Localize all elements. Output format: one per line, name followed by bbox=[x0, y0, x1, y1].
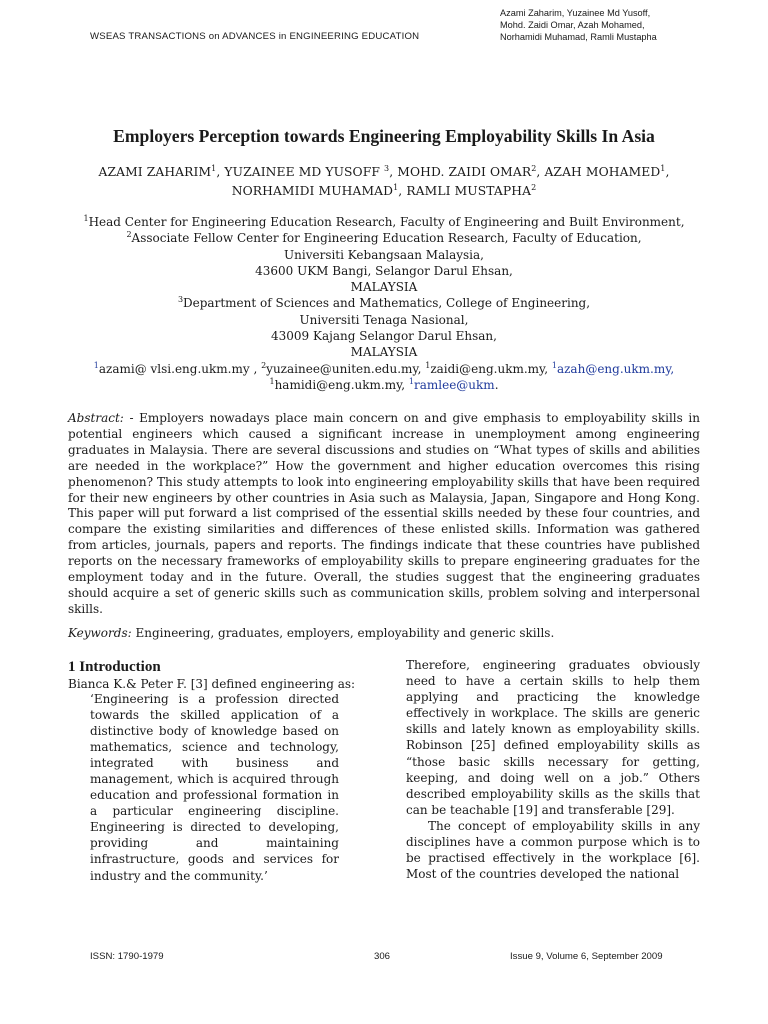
email-sup: 1 bbox=[269, 376, 275, 386]
email-address: hamidi@eng.ukm.my, bbox=[274, 377, 409, 392]
author-name: AZAH MOHAMED bbox=[544, 165, 661, 179]
author-sep: , bbox=[398, 184, 407, 198]
footer-page-number: 306 bbox=[374, 951, 391, 962]
keywords-text: Engineering, graduates, employers, employability and generic skills. bbox=[131, 626, 555, 640]
email-sup: 1 bbox=[551, 360, 557, 370]
author-list bbox=[0, 163, 768, 201]
author-name: AZAMI ZAHARIM bbox=[98, 165, 212, 179]
abstract bbox=[68, 411, 700, 618]
author-line-1 bbox=[0, 163, 768, 182]
affiliation-line: MALAYSIA bbox=[350, 280, 418, 295]
section-heading: 1 Introduction bbox=[68, 659, 161, 675]
email-address: azami@ vlsi.eng.ukm.my , bbox=[98, 361, 262, 376]
paper-title: Employers Perception towards Engineering Employability Skills In Asia bbox=[113, 126, 655, 146]
affiliation-text: Head Center for Engineering Education Research, Faculty of Engineering and Built Environment, bbox=[88, 215, 685, 229]
author-sup: 2 bbox=[531, 163, 537, 173]
footer-issn: ISSN: 1790-1979 bbox=[90, 951, 164, 962]
abstract-text: - Employers nowadays place main concern on and give emphasis to employability skills in potential engineers which caused a significant increase in unemployment among engineering graduates in Malaysia. There are several discussions and studies on “What types of skills and abilities are needed in the workplace?” How the government and higher education overcomes this rising phenomenon? This study attempts to look into engineering employability skills that have been required for their new engineers by other countries in Asia such as Malaysia, Japan, Singapore and Hong Kong. This paper will put forward a list comprised of the essential skills needed by these four countries, and compare the existing similarities and differences of these enlisted skills. Information was gathered from articles, journals, papers and reports. The findings indicate that these countries have published reports on the necessary frameworks of employability skills to prepare engineering graduates for the employment today and in the future. Overall, the studies suggest that the engineering graduates should acquire a set of generic skills such as communication skills, problem solving and interpersonal skills. bbox=[68, 411, 700, 616]
email-sup: 1 bbox=[425, 360, 431, 370]
author-name: YUZAINEE MD YUSOFF bbox=[224, 165, 385, 179]
footer-issue: Issue 9, Volume 6, September 2009 bbox=[510, 951, 663, 962]
keywords bbox=[68, 626, 700, 640]
email-line-2 bbox=[0, 377, 768, 393]
affiliation-3 bbox=[0, 295, 768, 311]
author-sup: 3 bbox=[384, 163, 390, 173]
affiliation-sup: 1 bbox=[83, 214, 89, 223]
paragraph: Therefore, engineering graduates obviously need to have a certain skills to help them applying and practicing the knowledge effectively in workplace. The skills are generic skills and lately known as employability skills. Robinson [25] defined employability skills as “those basic skills necessary for getting, keeping, and doing well on a job.” Others described employability skills as the skills that can be teachable [19] and transferable [29]. bbox=[406, 658, 700, 817]
email-link[interactable]: azah@eng.ukm.my bbox=[556, 361, 671, 376]
author-sup: 1 bbox=[211, 163, 217, 173]
email-punct: . bbox=[494, 377, 499, 392]
author-sep: , bbox=[536, 165, 545, 179]
email-address: zaidi@eng.ukm.my, bbox=[430, 361, 552, 376]
affiliation-line: 43009 Kajang Selangor Darul Ehsan, bbox=[271, 329, 497, 344]
right-column bbox=[406, 657, 700, 882]
author-sep: , bbox=[389, 165, 398, 179]
author-name: RAMLI MUSTAPHA bbox=[406, 184, 532, 198]
author-sup: 1 bbox=[393, 182, 399, 192]
running-header-journal: WSEAS TRANSACTIONS on ADVANCES in ENGINEERING EDUCATION bbox=[90, 31, 420, 42]
abstract-label: Abstract: bbox=[68, 411, 124, 425]
affiliation-2 bbox=[0, 230, 768, 246]
affiliation-line: 43600 UKM Bangi, Selangor Darul Ehsan, bbox=[255, 263, 513, 278]
paragraph: The concept of employability skills in any disciplines have a common purpose which is to be practised effectively in the workplace [6]. Most of the countries developed the national bbox=[406, 818, 700, 882]
definition-quote: ‘Engineering is a profession directed towards the skilled application of a distinctive body of knowledge based on mathematics, science and technology, integrated with business and management, which is acquired through education and professional formation in a particular engineering discipline. Engineering is directed to developing, providing and maintaining infrastructure, goods and services for industry and the community.’ bbox=[90, 692, 339, 883]
author-sup: 1 bbox=[660, 163, 666, 173]
author-sup: 2 bbox=[531, 182, 537, 192]
affiliation-line: Universiti Tenaga Nasional, bbox=[299, 312, 469, 327]
affiliation-line: Universiti Kebangsaan Malaysia, bbox=[284, 247, 484, 262]
email-sup: 2 bbox=[261, 360, 267, 370]
author-name: MOHD. ZAIDI OMAR bbox=[397, 165, 532, 179]
keywords-label: Keywords: bbox=[68, 626, 132, 640]
email-punct: , bbox=[670, 361, 675, 376]
author-sep: , bbox=[665, 165, 670, 179]
author-line-2 bbox=[0, 182, 768, 201]
email-sup: 1 bbox=[93, 360, 99, 370]
running-header-authors bbox=[500, 7, 740, 43]
affiliation-sup: 3 bbox=[177, 295, 184, 305]
author-name: NORHAMIDI MUHAMAD bbox=[231, 184, 394, 198]
email-address: yuzainee@uniten.edu.my, bbox=[266, 361, 426, 376]
intro-lead: Bianca K.& Peter F. [3] defined engineering as: bbox=[68, 677, 356, 691]
affiliation-line: MALAYSIA bbox=[350, 345, 418, 360]
affiliation-text: Associate Fellow Center for Engineering Education Research, Faculty of Education, bbox=[131, 231, 642, 246]
affiliations bbox=[0, 214, 768, 393]
affiliation-sup: 2 bbox=[126, 230, 132, 240]
email-line-1 bbox=[0, 361, 768, 377]
author-sep: , bbox=[216, 165, 225, 179]
email-link[interactable]: ramlee@ukm bbox=[414, 377, 495, 392]
affiliation-text: Department of Sciences and Mathematics, College of Engineering, bbox=[183, 296, 591, 311]
email-sup: 1 bbox=[408, 376, 414, 386]
running-header-author-line: Norhamidi Muhamad, Ramli Mustapha bbox=[500, 32, 657, 42]
running-header-author-line: Mohd. Zaidi Omar, Azah Mohamed, bbox=[500, 20, 645, 30]
running-header-author-line: Azami Zaharim, Yuzainee Md Yusoff, bbox=[500, 8, 651, 18]
affiliation-1 bbox=[0, 214, 768, 230]
